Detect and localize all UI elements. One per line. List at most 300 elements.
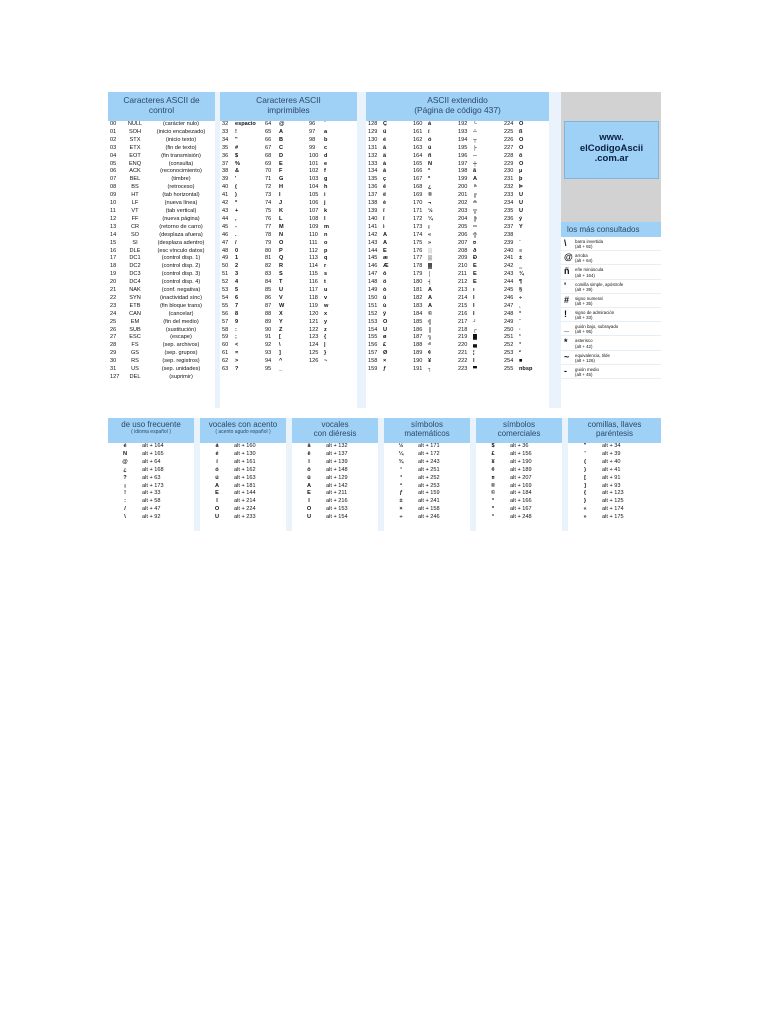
table-row	[366, 350, 549, 358]
table-row	[366, 334, 549, 342]
table-cell: ‗	[519, 263, 523, 270]
bottom-panel-header: de uso frecuente ( idioma español )	[108, 418, 194, 443]
bottom-panel-table	[108, 443, 194, 522]
table-cell: }	[583, 498, 587, 505]
table-cell: ¢	[428, 350, 432, 357]
table-cell: alt + 156	[510, 450, 532, 457]
table-cell: ï	[383, 207, 385, 214]
table-cell: 211	[458, 271, 467, 278]
table-cell: |	[324, 342, 326, 349]
table-cell: '	[584, 450, 586, 457]
table-row	[200, 443, 286, 451]
table-cell: a	[324, 128, 328, 135]
table-cell: 56	[222, 310, 229, 317]
table-cell: >	[235, 358, 239, 365]
table-cell: (tab vertical)	[165, 207, 197, 214]
table-cell: W	[279, 302, 285, 309]
table-cell: 159	[368, 366, 378, 373]
table-cell: alt + 34	[602, 443, 621, 449]
table-row	[220, 176, 357, 184]
table-cell: ¿	[428, 184, 432, 191]
table-cell: 204	[458, 215, 468, 222]
table-cell: ü	[307, 474, 311, 481]
table-cell: 101	[309, 160, 319, 167]
table-cell: 109	[309, 223, 319, 230]
table-cell: 70	[265, 168, 272, 175]
table-cell: 240	[504, 247, 514, 254]
table-cell: v	[324, 294, 328, 301]
table-row	[108, 451, 194, 459]
table-row	[200, 498, 286, 506]
table-cell: ¤	[491, 474, 495, 481]
table-cell: alt + 173	[142, 482, 164, 489]
table-row	[292, 514, 378, 522]
table-row	[108, 240, 215, 248]
table-cell: 24	[110, 310, 117, 317]
table-cell: 37	[222, 160, 229, 167]
table-cell: ╚	[473, 184, 477, 191]
table-cell: 30	[110, 358, 117, 365]
bottom-panel-5	[568, 418, 661, 531]
table-cell: ¥	[491, 458, 495, 465]
table-cell: alt + 246	[418, 514, 440, 521]
table-row	[292, 451, 378, 459]
table-cell: 03	[110, 144, 117, 151]
bottom-panel-header: vocales con diéresis	[292, 418, 378, 443]
table-cell: 122	[309, 326, 319, 333]
table-cell: SUB	[129, 326, 141, 333]
table-cell: Ì	[473, 358, 475, 365]
table-cell: 162	[413, 136, 423, 143]
table-cell: b	[324, 136, 328, 143]
table-cell: 67	[265, 144, 272, 151]
table-cell: K	[279, 207, 284, 214]
table-cell: ë	[383, 192, 387, 199]
table-cell: 154	[368, 326, 378, 333]
table-cell: '	[235, 176, 237, 183]
table-row	[366, 216, 549, 224]
table-cell: l	[324, 215, 326, 222]
table-cell: 7	[235, 302, 239, 309]
table-row	[108, 483, 194, 491]
consulted-text	[575, 322, 618, 334]
table-cell: 72	[265, 184, 272, 191]
table-cell: ²	[519, 350, 521, 357]
table-cell: à	[383, 160, 387, 167]
table-cell: Ü	[383, 326, 388, 333]
table-cell: 197	[458, 160, 468, 167]
consulted-symbol: ñ	[564, 266, 570, 277]
table-row	[220, 129, 357, 137]
table-row	[108, 319, 215, 327]
table-cell: 185	[413, 318, 423, 325]
table-cell: 90	[265, 326, 272, 333]
table-cell: alt + 214	[234, 498, 256, 505]
table-cell: Ñ	[122, 450, 128, 457]
table-row	[108, 358, 215, 366]
table-cell: DC3	[129, 271, 141, 278]
table-row	[476, 490, 562, 498]
table-cell: alt + 224	[234, 506, 256, 513]
table-cell: ┬	[473, 136, 477, 143]
table-cell: ¤	[473, 239, 477, 246]
table-cell: Ï	[473, 310, 475, 317]
table-row	[108, 200, 215, 208]
table-row	[220, 224, 357, 232]
consulted-code: (alt + 39)	[575, 286, 593, 292]
table-cell: 91	[265, 334, 272, 341]
control-chars-table	[108, 121, 215, 382]
table-cell: alt + 211	[326, 490, 348, 497]
table-cell: 126	[309, 358, 319, 365]
table-cell: ETX	[129, 144, 141, 151]
table-cell: Ò	[519, 144, 524, 151]
table-cell: 201	[458, 192, 468, 199]
table-cell: (desplaza adentro)	[157, 239, 205, 246]
table-cell: 118	[309, 294, 318, 301]
table-cell: ╣	[428, 318, 432, 325]
table-row	[366, 129, 549, 137]
consulted-item	[561, 351, 661, 365]
table-cell: 180	[413, 279, 423, 286]
table-cell: ]	[584, 482, 586, 489]
table-cell: 181	[413, 287, 423, 294]
table-cell: 85	[265, 287, 272, 294]
table-cell: 140	[368, 215, 378, 222]
table-row	[200, 506, 286, 514]
table-cell: LF	[131, 200, 139, 207]
table-cell: 12	[110, 215, 117, 222]
table-row	[292, 483, 378, 491]
printable-chars-table	[220, 121, 357, 374]
table-cell: 138	[368, 200, 378, 207]
table-row	[476, 514, 562, 522]
table-cell: 163	[413, 144, 423, 151]
table-cell: 55	[222, 302, 229, 309]
table-cell: (inactividad sínc)	[160, 294, 202, 301]
table-row	[108, 295, 215, 303]
consulted-symbol: !	[564, 308, 567, 319]
table-cell: y	[324, 318, 328, 325]
table-row	[108, 443, 194, 451]
table-cell: 18	[110, 263, 117, 270]
table-cell: alt + 163	[234, 474, 256, 481]
table-cell: 21	[110, 287, 117, 294]
table-cell: (inicio texto)	[165, 136, 197, 143]
table-cell: 192	[458, 121, 468, 127]
table-cell: ì	[383, 223, 385, 230]
table-cell: 11	[110, 207, 116, 214]
table-cell: %	[235, 160, 240, 167]
table-cell: 35	[222, 144, 229, 151]
table-cell: V	[279, 294, 283, 301]
table-row	[220, 255, 357, 263]
table-cell: 54	[222, 294, 229, 301]
table-cell: ¬	[428, 200, 432, 207]
table-cell: 38	[222, 168, 229, 175]
table-cell: Á	[214, 482, 220, 489]
table-cell: 131	[368, 144, 378, 151]
table-row	[108, 374, 215, 382]
table-cell: 128	[368, 121, 378, 127]
table-row	[108, 498, 194, 506]
table-cell: 102	[309, 168, 319, 175]
table-row	[108, 137, 215, 145]
table-cell: ¼	[428, 215, 433, 222]
bottom-panel-table	[384, 443, 470, 522]
table-cell: «	[583, 506, 587, 513]
table-cell: :	[235, 326, 237, 333]
table-cell: ©	[490, 490, 496, 497]
table-cell: alt + 153	[326, 506, 348, 513]
table-cell: ½	[398, 443, 404, 449]
table-cell: alt + 216	[326, 498, 348, 505]
table-row	[108, 475, 194, 483]
table-cell: alt + 64	[142, 458, 161, 465]
table-cell: 182	[413, 294, 423, 301]
table-cell: 82	[265, 263, 272, 270]
consulted-item	[561, 237, 661, 251]
table-cell: alt + 144	[234, 490, 256, 497]
table-cell: e	[324, 160, 328, 167]
table-row	[108, 232, 215, 240]
table-cell: 176	[413, 247, 423, 254]
table-cell: 64	[265, 121, 272, 127]
consulted-name: arroba	[575, 253, 588, 259]
table-cell: _	[279, 366, 283, 373]
table-cell: 135	[368, 176, 378, 183]
table-cell: 203	[458, 207, 468, 214]
table-cell: 65	[265, 128, 272, 135]
table-cell: #	[235, 144, 239, 151]
table-cell: ƒ	[383, 366, 387, 373]
table-row	[200, 490, 286, 498]
table-cell: 78	[265, 231, 272, 238]
table-cell: k	[324, 207, 328, 214]
table-cell: ß	[519, 128, 523, 135]
table-cell: 08	[110, 184, 117, 191]
table-cell: 206	[458, 231, 468, 238]
table-cell: 231	[504, 176, 514, 183]
table-cell: .	[235, 231, 237, 238]
table-row	[108, 459, 194, 467]
table-cell: 2	[235, 263, 239, 270]
table-cell: alt + 36	[510, 443, 529, 449]
most-consulted-panel	[561, 222, 661, 408]
consulted-text	[575, 365, 599, 377]
consulted-text	[575, 351, 610, 363]
table-cell: Ö	[383, 318, 388, 325]
table-cell: ¦	[473, 350, 475, 357]
table-cell: (tab horizontal)	[162, 192, 200, 199]
table-cell: 200	[458, 184, 468, 191]
table-row	[220, 161, 357, 169]
table-row	[366, 366, 549, 374]
table-cell: (fin del medio)	[163, 318, 199, 325]
table-cell: SYN	[129, 294, 141, 301]
table-cell: C	[279, 144, 284, 151]
table-cell: alt + 125	[602, 498, 624, 505]
table-cell: 149	[368, 287, 378, 294]
table-cell: (sustitución)	[165, 326, 197, 333]
table-cell: alt + 169	[510, 482, 532, 489]
table-row	[108, 342, 215, 350]
table-cell: 09	[110, 192, 117, 199]
consulted-code: (alt + 92)	[575, 244, 593, 250]
most-consulted-list	[561, 237, 661, 379]
table-cell: ó	[215, 466, 219, 473]
table-cell: (	[235, 184, 237, 191]
table-row	[220, 303, 357, 311]
table-cell: °	[519, 310, 522, 317]
table-row	[384, 475, 470, 483]
table-cell: j	[324, 200, 326, 207]
consulted-symbol: \	[564, 238, 567, 248]
table-cell: þ	[519, 176, 523, 183]
consulted-item	[561, 336, 661, 350]
table-row	[384, 490, 470, 498]
table-cell: (sep. unidades)	[161, 366, 201, 373]
table-cell: 174	[413, 231, 423, 238]
table-cell: 146	[368, 263, 378, 270]
table-cell: espacio	[235, 121, 256, 127]
table-cell: `	[324, 121, 326, 127]
table-cell: æ	[383, 255, 388, 262]
consulted-text	[575, 237, 603, 249]
consulted-text	[575, 294, 603, 306]
table-cell: Á	[428, 287, 433, 294]
table-cell: DC4	[129, 279, 141, 286]
consulted-item	[561, 308, 661, 322]
table-cell: 22	[110, 294, 117, 301]
table-row	[476, 467, 562, 475]
table-cell: o	[324, 239, 328, 246]
table-cell: STX	[129, 136, 141, 143]
table-cell: Ç	[383, 121, 388, 127]
table-cell: 95	[265, 366, 272, 373]
table-cell: 239	[504, 239, 514, 246]
table-cell: 166	[413, 168, 423, 175]
table-cell: 04	[110, 152, 117, 159]
table-cell: ®	[490, 482, 496, 489]
table-cell: alt + 241	[418, 498, 440, 505]
table-cell: Ä	[383, 231, 388, 238]
table-cell: ½	[428, 207, 433, 214]
table-cell: T	[279, 279, 283, 286]
table-cell: !	[124, 490, 126, 497]
table-cell: alt + 132	[326, 443, 348, 449]
consulted-name: signo numeral	[575, 295, 603, 301]
table-cell: 83	[265, 271, 272, 278]
table-cell: 13	[110, 223, 117, 230]
table-cell: alt + 93	[602, 482, 621, 489]
table-cell: (fin de texto)	[165, 144, 197, 151]
consulted-text	[575, 308, 614, 320]
table-row	[568, 451, 661, 459]
table-cell: (carácter nulo)	[162, 121, 200, 127]
table-cell: 43	[222, 207, 229, 214]
bottom-panel-4	[476, 418, 562, 531]
table-row	[220, 366, 357, 374]
table-cell: ²	[400, 482, 402, 489]
consulted-code: (alt + 35)	[575, 300, 593, 306]
table-row	[366, 240, 549, 248]
consulted-text	[575, 280, 623, 292]
table-cell: Z	[279, 326, 283, 333]
extended-chars-panel	[366, 92, 549, 408]
table-cell	[322, 366, 357, 374]
table-cell: (nueva línea)	[164, 200, 198, 207]
table-cell: [	[584, 474, 586, 481]
table-cell: 100	[309, 152, 319, 159]
table-cell: ┤	[428, 279, 432, 286]
table-cell: 184	[413, 310, 423, 317]
table-cell: 198	[458, 168, 468, 175]
consulted-name: guión bajo, subrayado	[575, 324, 619, 330]
table-cell: ^	[279, 358, 283, 365]
table-cell: 52	[222, 279, 229, 286]
table-cell: ╦	[473, 207, 477, 214]
table-cell: Q	[279, 255, 284, 262]
site-logo[interactable]: www. elCodigoAscii .com.ar	[564, 121, 659, 179]
table-cell: 253	[504, 350, 514, 357]
bottom-panel-header: vocales con acento ( acento agudo español )	[200, 418, 286, 443]
table-cell: ó	[428, 136, 432, 143]
table-cell: 177	[413, 255, 423, 262]
table-cell: Ý	[519, 223, 523, 230]
table-cell: 76	[265, 215, 272, 222]
table-cell: ®	[428, 192, 433, 199]
table-cell: FS	[131, 342, 139, 349]
table-cell: ¼	[398, 450, 404, 457]
bottom-panel-table	[292, 443, 378, 522]
table-row	[568, 514, 661, 522]
table-row	[384, 459, 470, 467]
table-row	[108, 161, 215, 169]
table-cell: alt + 33	[142, 490, 161, 497]
table-cell: 230	[504, 168, 514, 175]
table-row	[366, 271, 549, 279]
table-cell: alt + 158	[418, 506, 440, 513]
table-cell: ≡	[519, 247, 523, 254]
table-cell: 247	[504, 302, 514, 309]
table-cell: -	[235, 223, 237, 230]
table-cell: 209	[458, 255, 468, 262]
table-cell: Ë	[307, 490, 311, 497]
table-cell: 10	[110, 200, 117, 207]
table-cell: ?	[235, 366, 239, 373]
table-cell: DLE	[129, 247, 141, 254]
table-cell: ·	[519, 326, 521, 333]
table-cell: 6	[235, 294, 239, 301]
table-row	[366, 200, 549, 208]
table-cell: í	[216, 458, 218, 465]
table-cell: 61	[222, 350, 229, 357]
table-cell: 9	[235, 318, 239, 325]
table-row	[292, 475, 378, 483]
table-row	[108, 303, 215, 311]
table-row	[108, 176, 215, 184]
table-cell: ESC	[129, 334, 141, 341]
consulted-name: guión medio	[575, 366, 599, 372]
table-cell: alt + 142	[326, 482, 348, 489]
table-cell: 124	[309, 342, 319, 349]
table-cell: ,	[235, 215, 237, 222]
table-cell: 161	[413, 128, 423, 135]
table-cell: 98	[309, 136, 316, 143]
table-cell: D	[279, 152, 284, 159]
table-row	[108, 129, 215, 137]
